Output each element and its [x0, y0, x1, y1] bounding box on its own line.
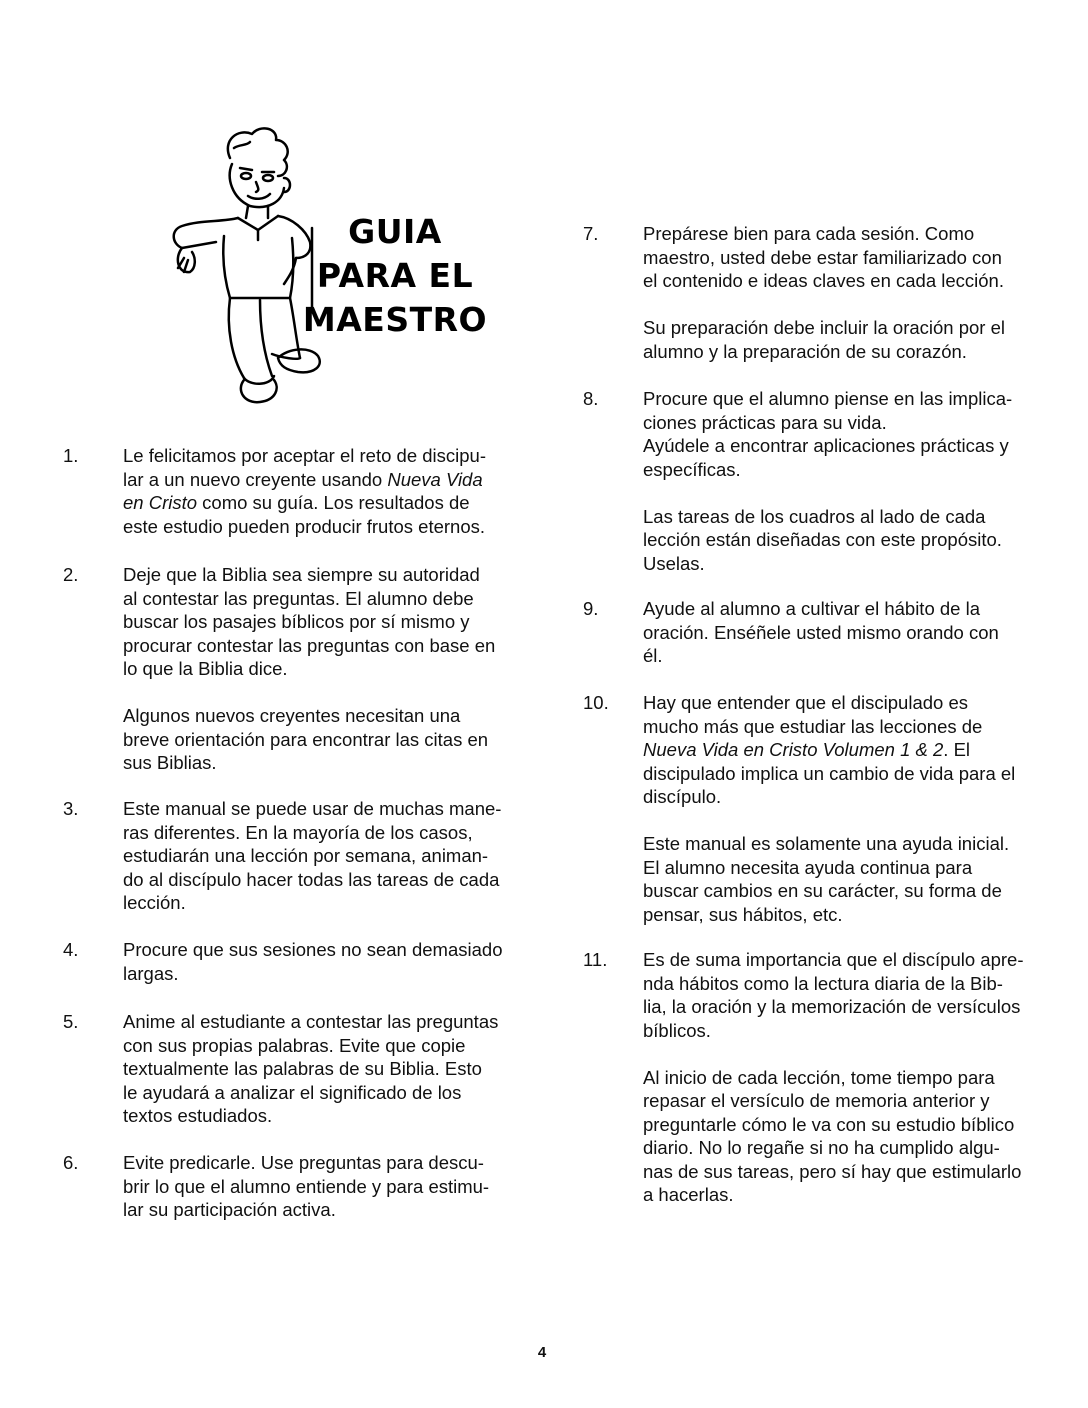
list-item-body — [123, 1010, 513, 1128]
list-item-paragraph: Evite predicarle. Use preguntas para descu- brir lo que el alumno entiende y para estimu- lar su participación activa. — [123, 1152, 490, 1220]
list-item-paragraph: Al inicio de cada lección, tome tiempo para repasar el versículo de memoria anterior y preguntarle cómo le va con su estudio bíblico diario. No lo regañe si no ha cumplido algu- nas de sus tareas, pero sí hay que estimularlo a hacerlas. — [643, 1066, 1022, 1205]
list-item-paragraph: Su preparación debe incluir la oración por el alumno y la preparación de su corazón. — [643, 317, 1005, 362]
list-item-paragraph: Es de suma importancia que el discípulo apre- nda hábitos como la lectura diaria de la Bib- lia, la oración y la memorización de versículos bíblicos. — [643, 949, 1024, 1041]
list-item-number: 11. — [583, 949, 608, 970]
list-item-body — [123, 797, 513, 915]
list-item-body — [123, 444, 513, 538]
list-item-body — [643, 387, 1028, 575]
italic-title: en Cristo — [123, 492, 198, 513]
list-item-number: 2. — [63, 564, 79, 585]
list-item-paragraph: Algunos nuevos creyentes necesitan una breve orientación para encontrar las citas en sus Biblias. — [123, 705, 489, 773]
list-item-number: 6. — [63, 1152, 79, 1173]
list-item-paragraph: Anime al estudiante a contestar las preguntas con sus propias palabras. Evite que copie textualmente las palabras de su Biblia. Esto le ayudará a analizar el significado de los textos estudiados. — [123, 1011, 499, 1126]
list-item-paragraph: Prepárese bien para cada sesión. Como maestro, usted debe estar familiarizado con el contenido e ideas claves en cada lección. — [643, 223, 1004, 291]
list-item-body — [123, 1151, 513, 1222]
list-item-number: 9. — [583, 598, 599, 619]
list-item-body — [643, 948, 1028, 1207]
list-item-paragraph: Deje que la Biblia sea siempre su autoridad al contestar las preguntas. El alumno debe buscar los pasajes bíblicos por sí mismo y procurar contestar las preguntas con base en lo que la Biblia dice. — [123, 564, 496, 679]
list-item-number: 10. — [583, 692, 609, 713]
list-item-paragraph: Hay que entender que el discipulado es mucho más que estudiar las lecciones de Nueva Vida en Cristo Volumen 1 & 2. El discipulado implica un cambio de vida para el discípulo. — [643, 692, 1016, 807]
list-item-paragraph: Este manual se puede usar de muchas mane- ras diferentes. En la mayoría de los casos, estudiarán una lección por semana, animan- do al discípulo hacer todas las tareas de cada lección. — [123, 798, 502, 913]
list-item-body — [643, 597, 1028, 668]
title-line-2: PARA EL — [316, 256, 474, 295]
page-number: 4 — [537, 1344, 547, 1361]
list-item-number: 8. — [583, 388, 599, 409]
list-item-paragraph: Procure que sus sesiones no sean demasiado largas. — [123, 939, 503, 984]
list-item-number: 5. — [63, 1011, 79, 1032]
list-item-number: 3. — [63, 798, 79, 819]
list-item-paragraph: Procure que el alumno piense en las implica- ciones prácticas para su vida. Ayúdele a encontrar aplicaciones prácticas y específicas. — [643, 388, 1013, 480]
list-item-number: 7. — [583, 223, 599, 244]
list-item-paragraph: Le felicitamos por aceptar el reto de discipu- lar a un nuevo creyente usando Nueva Vida en Cristo como su guía. Los resultados de este estudio pueden producir frutos eternos. — [123, 445, 486, 537]
list-item-paragraph: Ayude al alumno a cultivar el hábito de la oración. Enséñele usted mismo orando con él. — [643, 598, 999, 666]
title-line-1: GUIA — [348, 212, 442, 251]
list-item-paragraph: Las tareas de los cuadros al lado de cada lección están diseñadas con este propósito. Uselas. — [643, 505, 1002, 574]
list-item-paragraph: Este manual es solamente una ayuda inicial. El alumno necesita ayuda continua para buscar cambios en su carácter, su forma de pensar, sus hábitos, etc. — [643, 833, 1010, 925]
title-line-3: MAESTRO — [302, 300, 488, 339]
list-item-number: 1. — [63, 445, 79, 466]
list-item-body — [123, 938, 513, 985]
list-item-number: 4. — [63, 939, 79, 960]
italic-title: Nueva Vida — [387, 468, 483, 490]
list-item-body — [643, 691, 1028, 926]
list-item-body — [643, 222, 1028, 363]
page-title — [300, 210, 490, 342]
list-item-body — [123, 563, 513, 775]
italic-title: Nueva Vida en Cristo Volumen 1 & 2 — [643, 739, 944, 760]
